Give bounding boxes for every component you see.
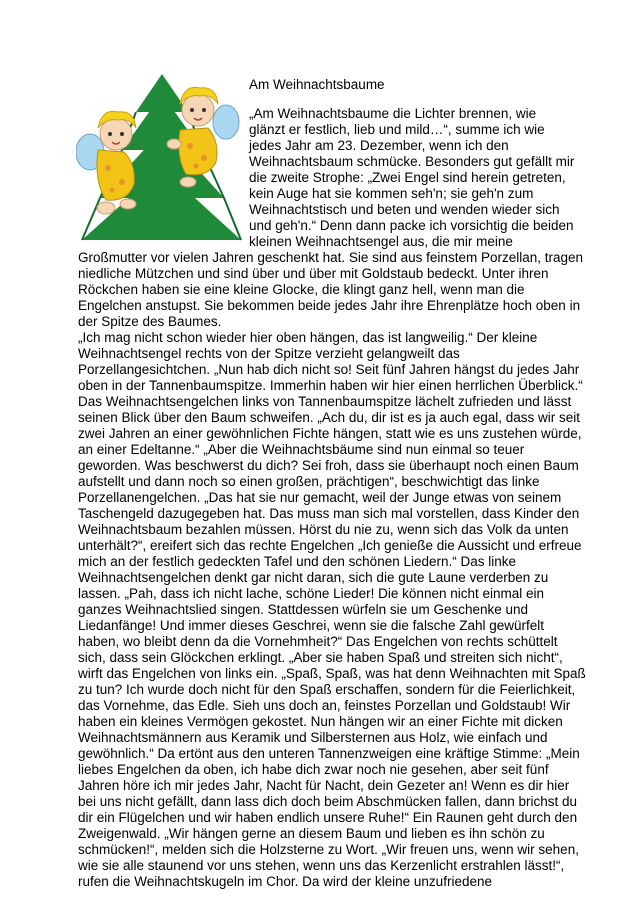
text-line: rufen die Weihnachtskugeln im Chor. Da wird der kleine unzufriedene [78,874,492,889]
left-angel-icon [76,111,136,214]
text-line: Taschengeld dazugegeben hat. Das muss man sich mal vorstellen, dass Kinder den [78,506,580,521]
text-line: niedliche Mützchen und sind über und über mit Goldstaub bedeckt. Unter ihren [78,266,549,281]
text-line: oben in der Tannenbaumspitze. Immerhin haben wir hier einen herrlichen Überblick.“ [78,378,583,393]
text-line: wie sie alle staunend vor uns stehen, wenn uns das Kerzenlicht erstrahlen lässt!“, [78,858,565,873]
text-line: Porzellanengelchen. „Das hat sie nur gemacht, weil der Junge etwas von seinem [78,490,562,505]
text-line: seinen Blick über den Baum schweifen. „Ach du, dir ist es ja auch egal, dass wir seit [78,410,580,425]
text-line: und geh'n.“ Denn dann packe ich vorsichtig die beiden [249,218,574,233]
text-line: glänzt er festlich, lieb und mild…“, summe ich wie [249,122,545,137]
text-line: Weihnachtsbaum schmücke. Besonders gut gefällt mir [249,154,575,169]
text-line: kleinen Weihnachtsengel aus, die mir meine [249,234,513,249]
tree-with-angels-illustration [76,72,248,246]
text-line: Zweigenwald. „Wir hängen gerne an diesem Baum und lieben es ihn schön zu [78,826,545,841]
text-line: Großmutter vor vielen Jahren geschenkt hat. Sie sind aus feinstem Porzellan, tragen [78,250,584,265]
text-line: Weihnachtsmännern aus Keramik und Silbersternen aus Holz, wie einfach und [78,730,548,745]
text-line: geworden. Was beschwerst du dich? Sei froh, dass sie überhaupt noch einen Baum [78,458,579,473]
text-line: sich, dass sein Glöckchen erklingt. „Aber sie haben Spaß und streiten sich nicht“, [78,650,563,665]
text-line: zu tun? Ich wurde doch nicht für den Spaß erschaffen, sondern für die Feierlichkeit, [78,682,576,697]
text-line: ganzes Weihnachtslied singen. Stattdessen würfeln sie um Geschenke und [78,602,529,617]
text-line: „Ich mag nicht schon wieder hier oben hängen, das ist langweilig.“ Der kleine [78,330,538,345]
text-line: lassen. „Pah, dass ich nicht lache, schöne Lieder! Die können nicht einmal ein [78,586,545,601]
text-line: die zweite Strophe: „Zwei Engel sind herein getreten, [249,170,566,185]
text-line: dir ein Flügelchen und wir haben endlich unsere Ruhe!“ Ein Raunen geht durch den [78,810,578,825]
text-line: unterhält?“, ereifert sich das rechte Engelchen „Ich genieße die Aussicht und erfreue [78,538,582,553]
text-line: kein Auge hat sie kommen seh'n; sie geh'n zum [249,186,534,201]
text-line: der Spitze des Baumes. [78,314,222,329]
text-line: Weihnachtsengel rechts von der Spitze verzieht gelangweilt das [78,346,460,361]
text-line: Porzellangesichtchen. „Nun hab dich nicht so! Seit fünf Jahren hängst du jedes Jahr [78,362,580,377]
text-line: Jahren höre ich mir jedes Jahr, Nacht für Nacht, dein Gezeter an! Wenn es dir hier [78,778,570,793]
text-line: Weihnachtsbaum bezahlen müssen. Hörst du nie zu, wenn sich das Volk da unten [78,522,569,537]
text-line: Röckchen haben sie eine kleine Glocke, die klingt ganz hell, wenn man die [78,282,525,297]
text-line: schmücken!“, melden sich die Holzsterne zu Wort. „Wir freuen uns, wenn wir sehen, [78,842,579,857]
text-line: bei uns nicht gefällt, dann lass dich doch beim Abschmücken fallen, dann brichst du [78,794,578,809]
text-line: haben, wo bleibt denn da die Vornehmheit?“ Das Engelchen von rechts schüttelt [78,634,558,649]
text-line: gewöhnlich.“ Da ertönt aus den unteren Tannenzweigen eine kräftige Stimme: „Mein [78,746,580,761]
text-line: Weihnachtsengelchen denkt gar nicht daran, sich die gute Laune verderben zu [78,570,549,585]
text-line: „Am Weihnachtsbaume die Lichter brennen, wie [249,106,537,121]
text-line: Das Weihnachtsengelchen links von Tannenbaumspitze lächelt zufrieden und lässt [78,394,572,409]
text-line: an einer Edeltanne.“ „Aber die Weihnachtsbäume sind nun einmal so teuer [78,442,525,457]
text-line: wirft das Engelchen von links ein. „Spaß, Spaß, was hat denn Weihnachten mit Spaß [78,666,586,681]
page-title: Am Weihnachtsbaume [249,77,385,92]
text-line: aufstellt und dann noch so einen großen, prächtigen“, beschwichtigt das linke [78,474,540,489]
text-line: haben ein kleines Vermögen gekostet. Nun hängen wir an einer Fichte mit dicken [78,714,563,729]
text-line: zwei Jahren an einer gewöhnlichen Fichte hängen, statt wie es uns zustehen würde, [78,426,582,441]
text-line: das Vornehme, das Edle. Sieh uns doch an, feinstes Porzellan und Goldstaub! Wir [78,698,571,713]
text-line: jedes Jahr am 23. Dezember, wenn ich den [249,138,509,153]
text-line: mich an der festlich gedeckten Tafel und den schönen Liedern.“ Das linke [78,554,517,569]
text-line: liebes Engelchen da oben, ich habe dich zwar noch nie gesehen, aber seit fünf [78,762,549,777]
text-line: Weihnachtstisch und beten und wenden wieder sich [249,202,560,217]
text-line: Liedanfänge! Und immer dieses Geschrei, wenn sie die falsche Zahl gewürfelt [78,618,544,633]
text-line: Engelchen anstupst. Sie bekommen beide jedes Jahr ihre Ehrenplätze hoch oben in [78,298,581,313]
